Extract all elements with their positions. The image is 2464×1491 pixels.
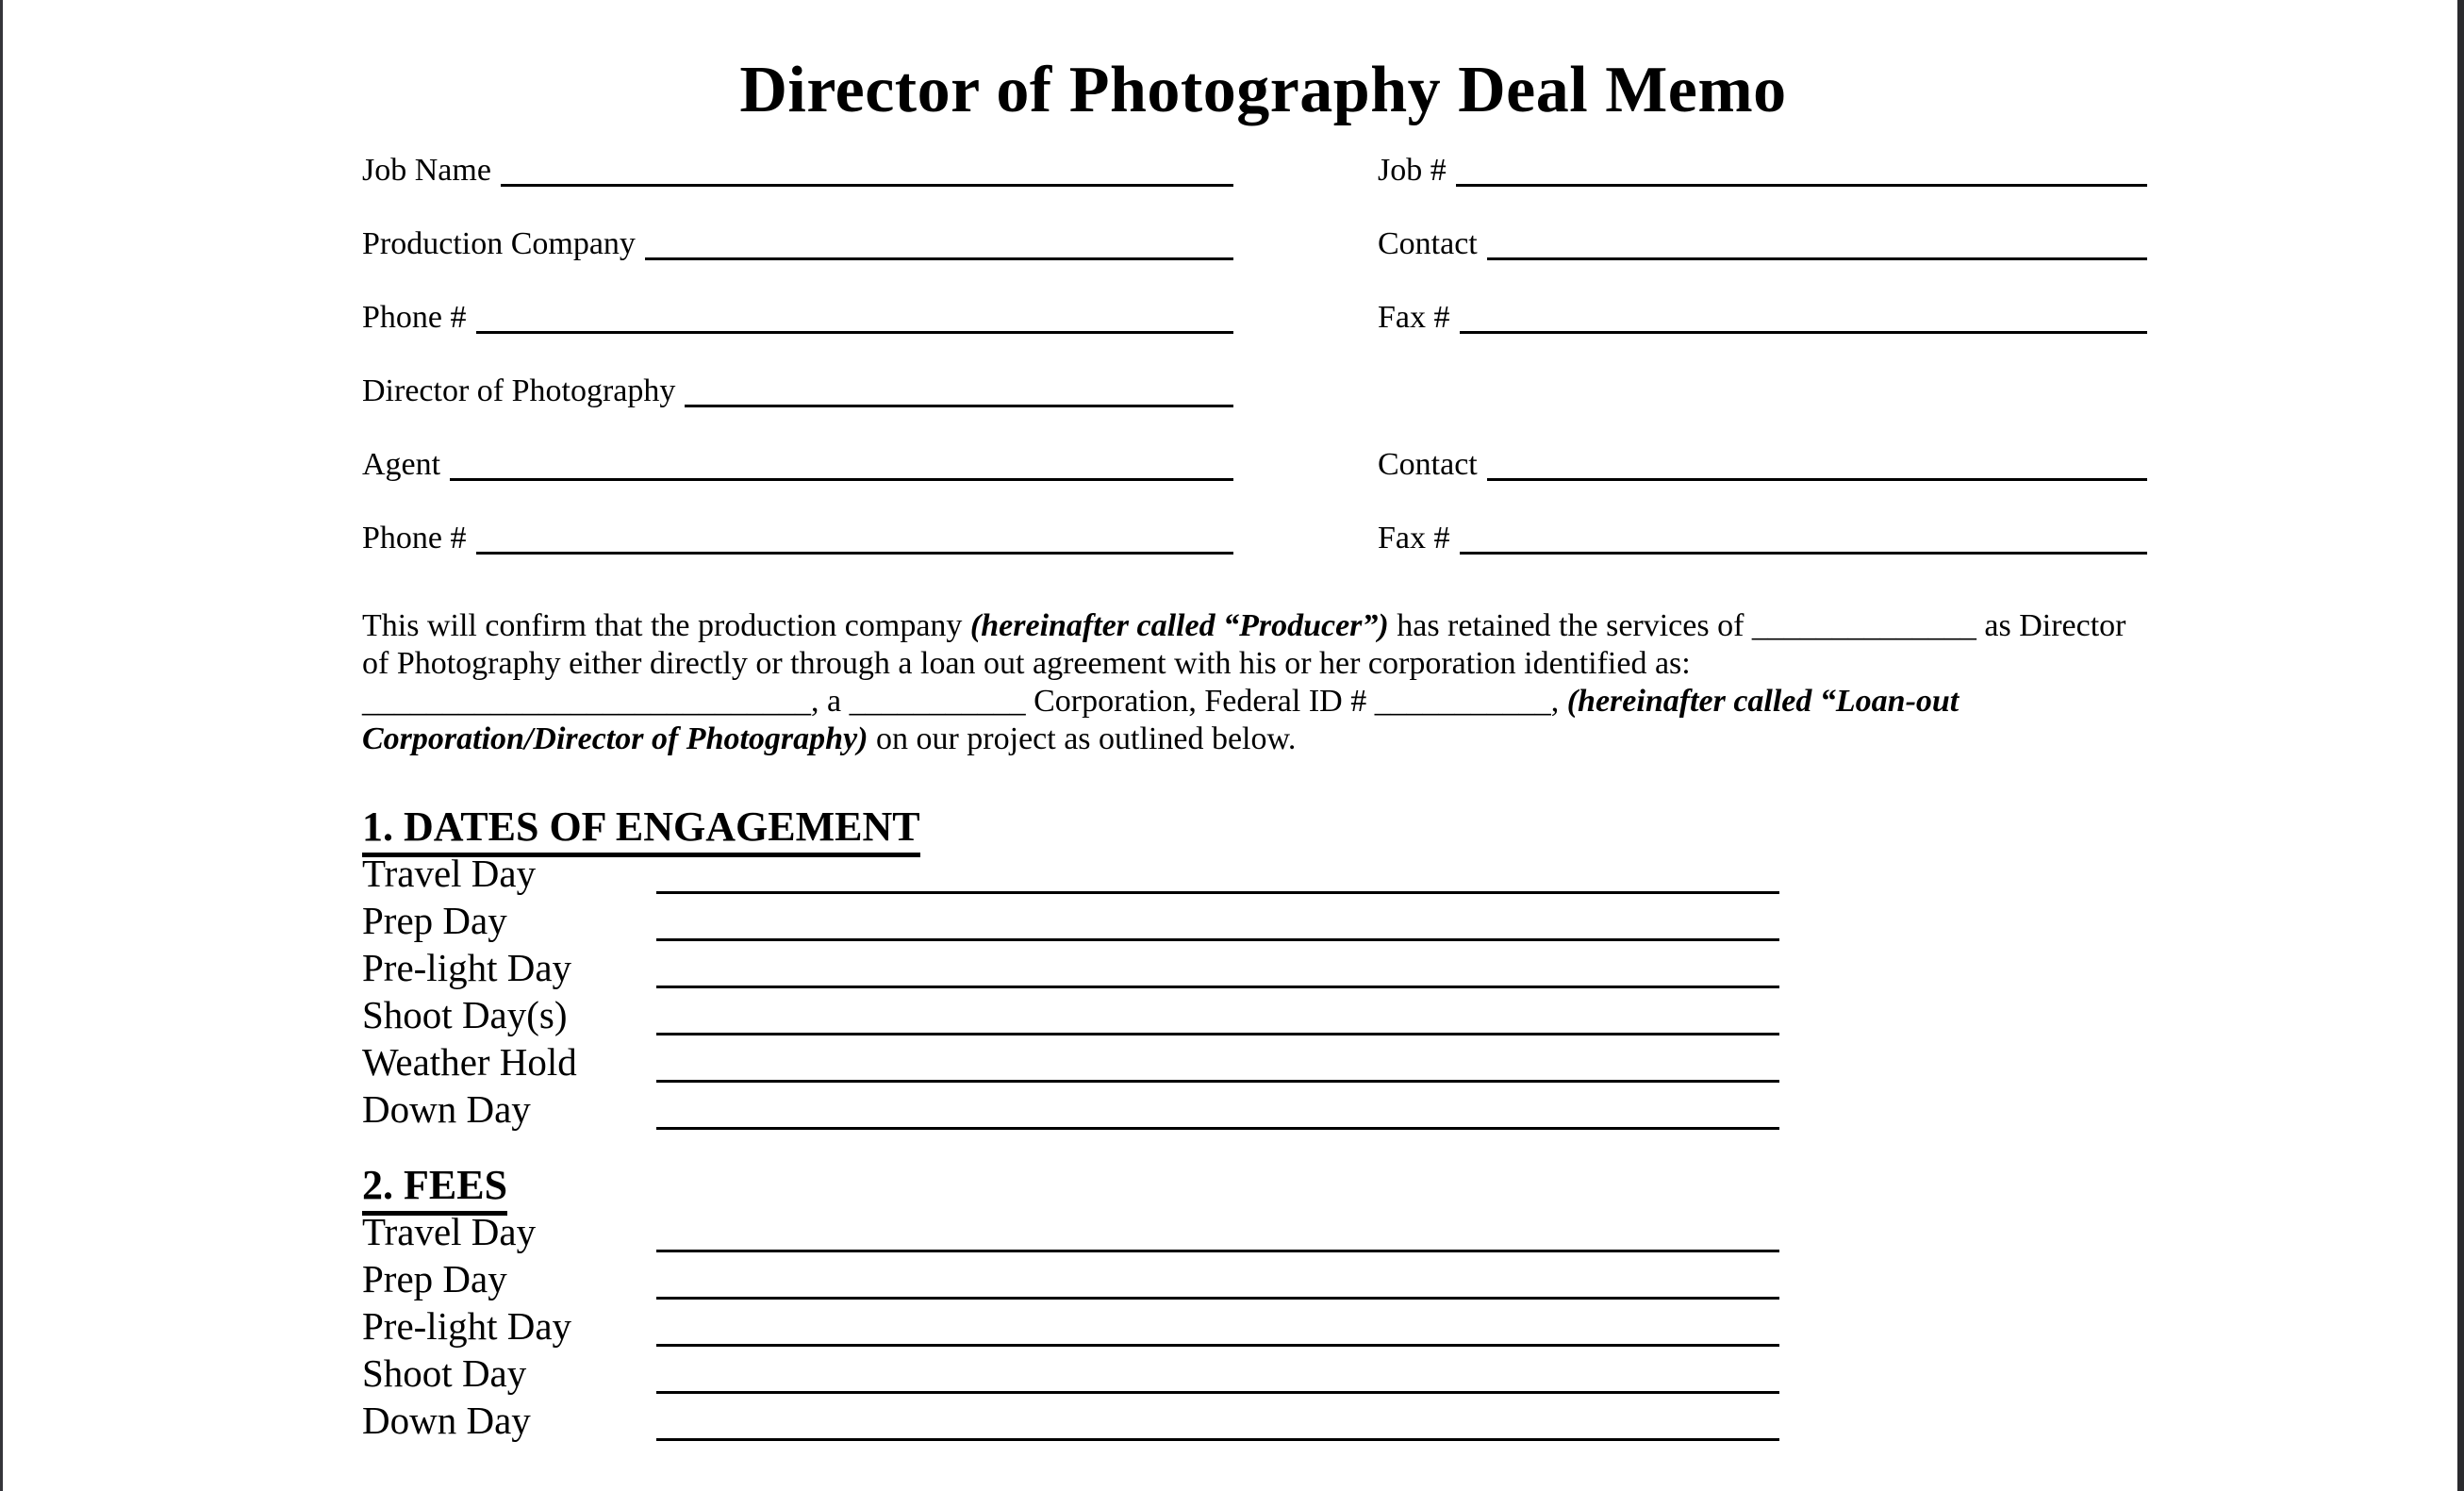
fees-row-prep-day (362, 1256, 2164, 1303)
item-label-shoot-days: Shoot Day(s) (362, 993, 568, 1036)
field-label-phone-1: Phone # (362, 300, 467, 335)
intro-paragraph (362, 607, 2164, 758)
phone-2-blank-line (476, 552, 1234, 555)
dates-of-engagement-list (362, 851, 2164, 1134)
field-row-phone-1 (362, 300, 2164, 373)
pre-light-day-date-blank-line (656, 986, 1779, 988)
field-row-production-company (362, 226, 2164, 300)
job-number-blank-line (1456, 184, 2147, 187)
section-heading-dates: 1. DATES OF ENGAGEMENT (362, 803, 2164, 851)
down-day-fee-blank-line (656, 1438, 1779, 1441)
document-content (362, 0, 2164, 1445)
screen-left-border (0, 0, 3, 1491)
dates-row-weather-hold (362, 1039, 2164, 1086)
down-day-date-blank-line (656, 1127, 1779, 1130)
dates-row-shoot-days (362, 992, 2164, 1039)
intro-line-2: of Photography either directly or through a loan out agreement with his or her corporation identified as: (362, 646, 1691, 681)
item-label-fee-travel-day: Travel Day (362, 1210, 537, 1253)
field-label-agent: Agent (362, 447, 441, 482)
field-label-director-of-photography: Director of Photography (362, 373, 676, 408)
agent-blank-line (450, 478, 1233, 481)
item-label-fee-prep-day: Prep Day (362, 1257, 507, 1300)
director-of-photography-blank-line (685, 405, 1233, 407)
field-row-agent (362, 447, 2164, 521)
phone-1-blank-line (476, 331, 1234, 334)
intro-line-4: Corporation/Director of Photography) on our project as outlined below. (362, 721, 1297, 756)
dates-row-prep-day (362, 898, 2164, 945)
screen-right-border (2457, 0, 2464, 1491)
fees-row-pre-light-day (362, 1303, 2164, 1350)
field-label-fax-1: Fax # (1378, 300, 1450, 335)
field-row-director-of-photography (362, 373, 2164, 447)
field-label-contact-1: Contact (1378, 226, 1478, 261)
field-label-contact-2: Contact (1378, 447, 1478, 482)
fax-2-blank-line (1460, 552, 2148, 555)
producer-clause: (hereinafter called “Producer”) (969, 608, 1389, 643)
item-label-weather-hold: Weather Hold (362, 1040, 577, 1084)
production-company-blank-line (645, 257, 1233, 260)
weather-hold-date-blank-line (656, 1080, 1779, 1083)
field-label-job-number: Job # (1378, 153, 1447, 188)
fees-row-down-day (362, 1398, 2164, 1445)
field-label-fax-2: Fax # (1378, 521, 1450, 555)
fees-list (362, 1209, 2164, 1445)
item-label-fee-shoot-day: Shoot Day (362, 1351, 527, 1395)
shoot-day-fee-blank-line (656, 1391, 1779, 1394)
header-fields (362, 153, 2164, 594)
contact-2-blank-line (1487, 478, 2147, 481)
field-label-production-company: Production Company (362, 226, 636, 261)
field-label-phone-2: Phone # (362, 521, 467, 555)
travel-day-date-blank-line (656, 891, 1779, 894)
intro-line-3: ____________________________, a ___________ Corporation, Federal ID # ___________, (hereinafter called “Loan-out (362, 684, 1960, 719)
dates-row-down-day (362, 1086, 2164, 1134)
dates-row-travel-day (362, 851, 2164, 898)
item-label-fee-down-day: Down Day (362, 1399, 531, 1442)
document-title: Director of Photography Deal Memo (739, 54, 1787, 126)
pre-light-day-fee-blank-line (656, 1344, 1779, 1347)
intro-line-1: This will confirm that the production company (hereinafter called “Producer”) has retained the services of ______________ as Director (362, 608, 2126, 643)
dates-row-pre-light-day (362, 945, 2164, 992)
loan-out-clause: (hereinafter called “Loan-out (1566, 684, 1960, 719)
item-label-fee-pre-light-day: Pre-light Day (362, 1304, 572, 1348)
section-heading-fees: 2. FEES (362, 1162, 2164, 1209)
fees-row-travel-day (362, 1209, 2164, 1256)
prep-day-fee-blank-line (656, 1297, 1779, 1300)
loan-out-clause-continued: Corporation/Director of Photography) (362, 721, 868, 756)
prep-day-date-blank-line (656, 938, 1779, 941)
item-label-down-day: Down Day (362, 1087, 531, 1131)
fax-1-blank-line (1460, 331, 2148, 334)
contact-1-blank-line (1487, 257, 2147, 260)
item-label-prep-day: Prep Day (362, 899, 507, 942)
shoot-days-date-blank-line (656, 1033, 1779, 1035)
fees-row-shoot-day (362, 1350, 2164, 1398)
field-row-job (362, 153, 2164, 226)
travel-day-fee-blank-line (656, 1250, 1779, 1252)
field-label-job-name: Job Name (362, 153, 491, 188)
item-label-travel-day: Travel Day (362, 852, 537, 895)
field-row-phone-2 (362, 521, 2164, 594)
job-name-blank-line (501, 184, 1233, 187)
item-label-pre-light-day: Pre-light Day (362, 946, 572, 989)
